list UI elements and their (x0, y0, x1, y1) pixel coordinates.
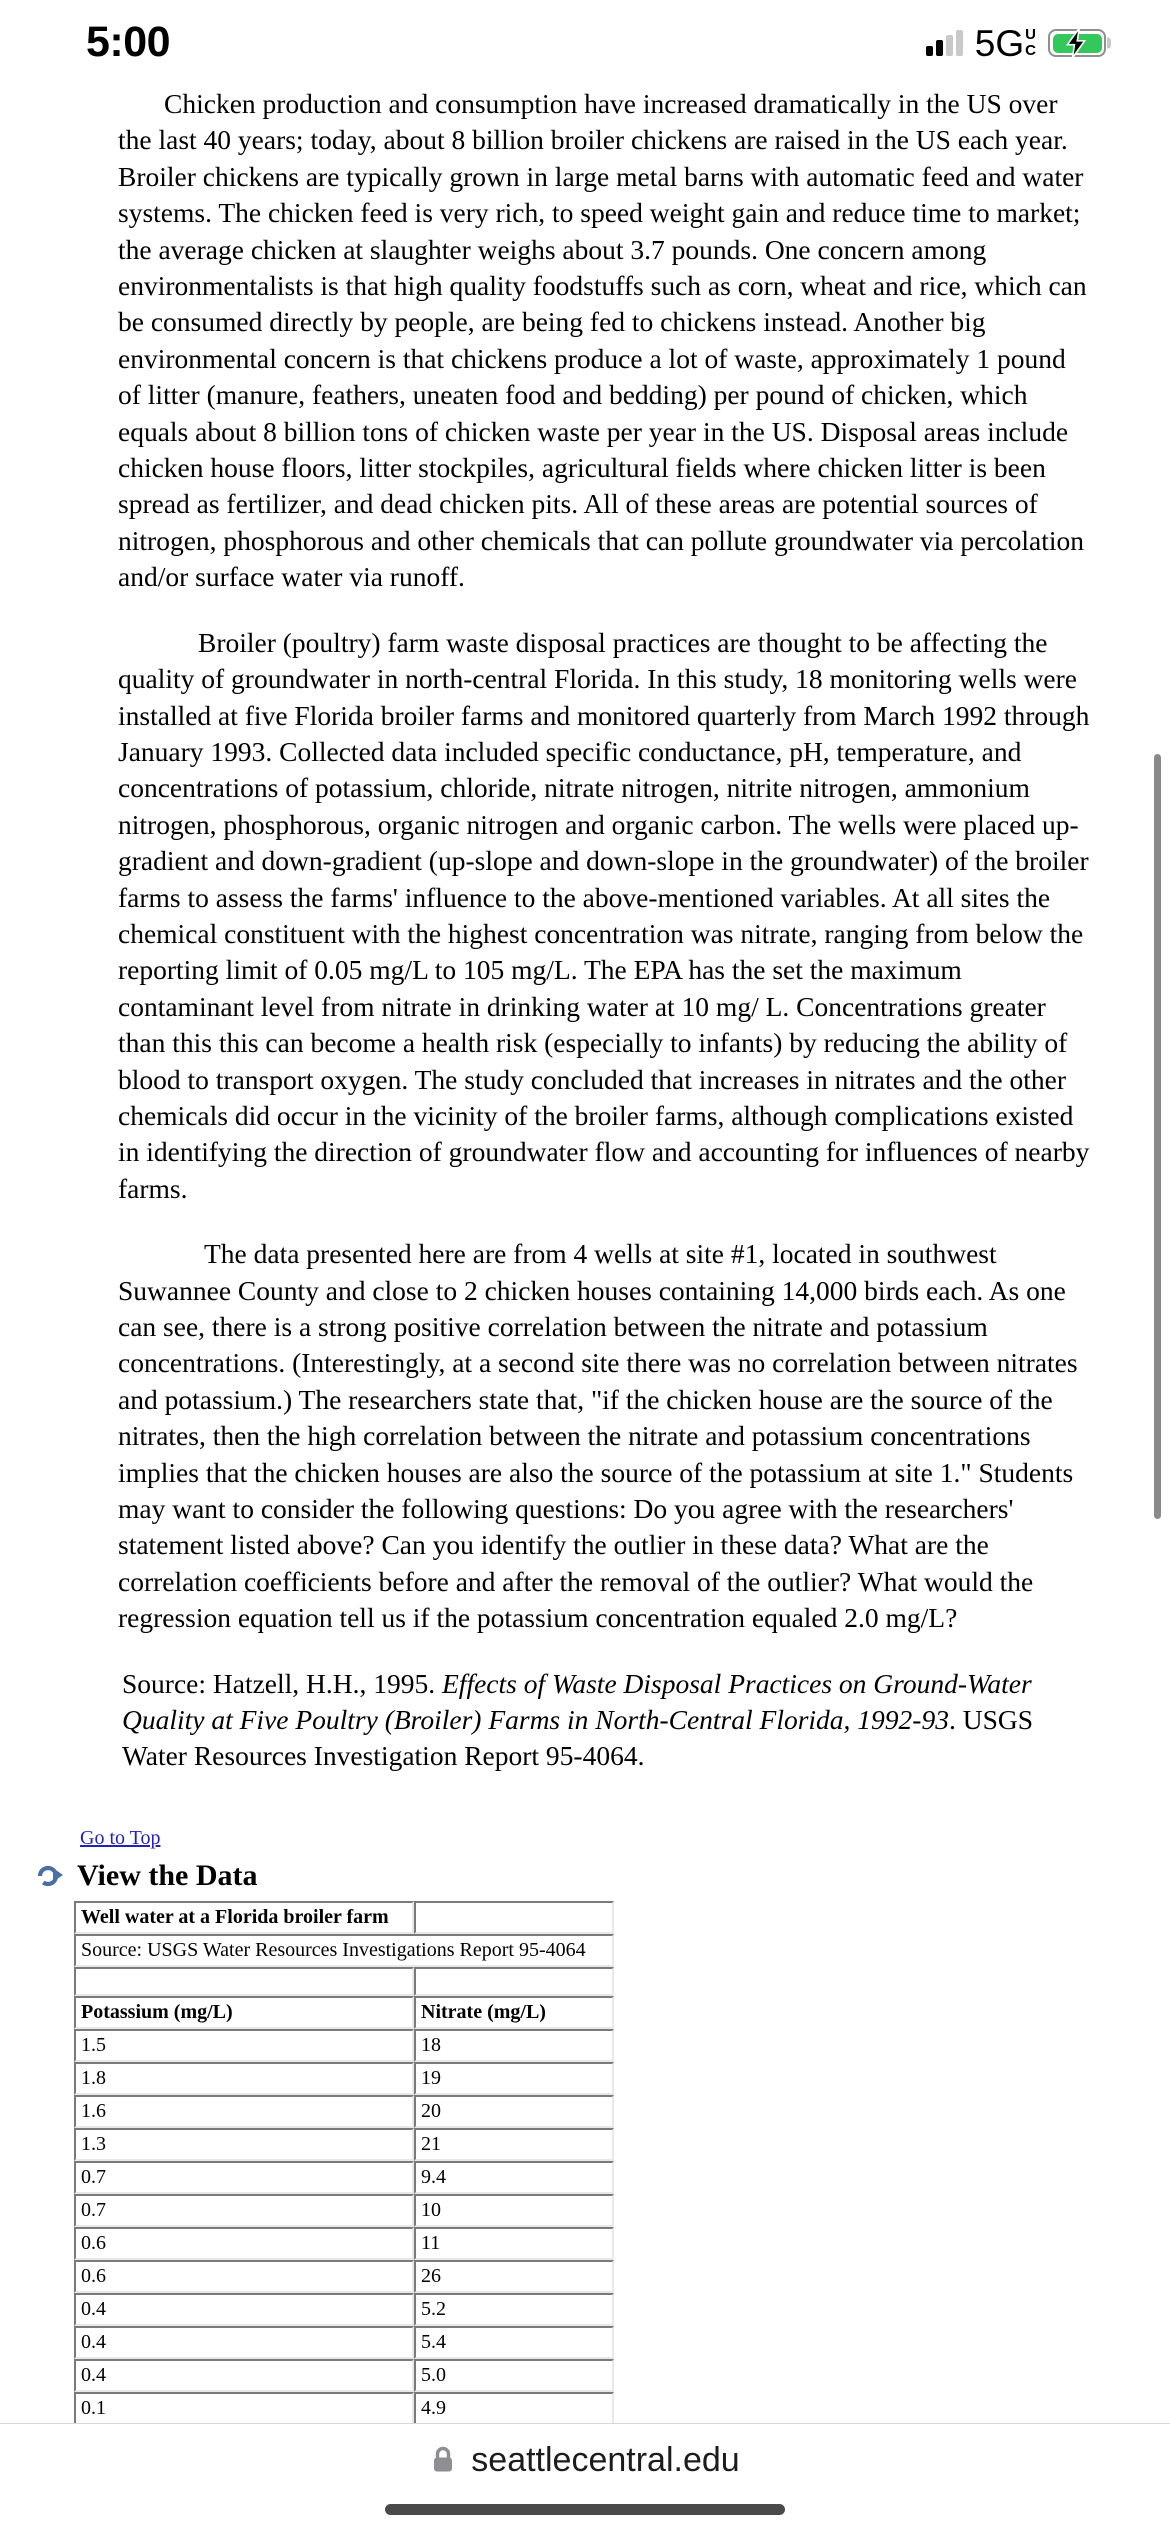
table-row-blank (74, 1967, 614, 1996)
paragraph-2: Broiler (poultry) farm waste disposal practices are thought to be affecting the quality of groundwater in north-central Florida. In this study, 18 monitoring wells were installed at five Florida broiler farms and monitored quarterly from March 1992 through January 1993. Collected data included specific conductance, pH, temperature, and concentrations of potassium, chloride, nitrate nitrogen, nitrite nitrogen, ammonium nitrogen, phosphorous, organic nitrogen and organic carbon. The wells were placed up-gradient and down-gradient (up-slope and down-slope in the groundwater) of the broiler farms to assess the farms' influence to the above-mentioned variables. At all sites the chemical constituent with the highest concentration was nitrate, ranging from below the reporting limit of 0.05 mg/L to 105 mg/L. The EPA has the set the maximum contaminant level from nitrate in drinking water at 10 mg/ L. Concentrations greater than this this can become a health risk (especially to infants) by reducing the ability of blood to transport oxygen. The study concluded that increases in nitrates and the other chemicals did occur in the vicinity of the broiler farms, although complications existed in identifying the direction of groundwater flow and accounting for influences of nearby farms. (118, 626, 1090, 1204)
source-title: Effects of Waste Disposal Practices on Ground-Water Quality at Five Poultry (Broiler) Farms in North-Central Florida, 1992-93 (122, 1667, 1032, 1736)
table-row (74, 2326, 614, 2359)
network-type-uc (1025, 27, 1036, 59)
well-water-data-table (74, 1901, 614, 2425)
source-citation (0, 1666, 1170, 1775)
cell-nitrate: 18 (414, 2029, 614, 2062)
status-bar (0, 0, 1170, 78)
cell-potassium: 1.6 (74, 2095, 414, 2128)
table-row (74, 2194, 614, 2227)
cell-potassium: 0.4 (74, 2293, 414, 2326)
status-bar-indicators (926, 22, 1106, 64)
table-row (74, 2359, 614, 2392)
status-bar-time: 5:00 (86, 17, 171, 66)
table-header-potassium: Potassium (mg/L) (74, 1996, 414, 2029)
right-arrow-circle-icon (37, 1864, 65, 1888)
cell-nitrate: 5.0 (414, 2359, 614, 2392)
cell-nitrate: 11 (414, 2227, 614, 2260)
table-row (74, 2392, 614, 2425)
table-row-source (74, 1934, 614, 1967)
cell-potassium: 1.5 (74, 2029, 414, 2062)
cell-nitrate: 20 (414, 2095, 614, 2128)
cell-nitrate: 9.4 (414, 2161, 614, 2194)
cell-nitrate: 21 (414, 2128, 614, 2161)
browser-bottom-bar (0, 2423, 1170, 2532)
table-row (74, 2062, 614, 2095)
page-scrollbar[interactable] (1154, 754, 1161, 1519)
table-caption-cell: Well water at a Florida broiler farm (74, 1901, 414, 1934)
cell-potassium: 0.7 (74, 2161, 414, 2194)
cell-nitrate: 26 (414, 2260, 614, 2293)
paragraph-1: Chicken production and consumption have increased dramatically in the US over the last 40 years; today, about 8 billion broiler chickens are raised in the US each year. Broiler chickens are typically grown in large metal barns with automatic feed and water systems. The chicken feed is very rich, to speed weight gain and reduce time to market; the average chicken at slaughter weighs about 3.7 pounds. One concern among environmentalists is that high quality foodstuffs such as corn, wheat and rice, which can be consumed directly by people, are being fed to chickens instead. Another big environmental concern is that chickens produce a lot of waste, approximately 1 pound of litter (manure, feathers, uneaten food and bedding) per pound of chicken, which equals about 8 billion tons of chicken waste per year in the US. Disposal areas include chicken house floors, litter stockpiles, agricultural fields where chicken litter is been spread as fertilizer, and dead chicken pits. All of these areas are potential sources of nitrogen, phosphorous and other chemicals that can pollute groundwater via percolation and/or surface water via runoff. (118, 88, 1087, 593)
table-row (74, 2095, 614, 2128)
go-to-top-link-upper[interactable]: Go to Top (80, 1826, 161, 1849)
table-row (74, 2260, 614, 2293)
webpage-content[interactable] (0, 78, 1170, 2423)
cell-nitrate: 19 (414, 2062, 614, 2095)
network-subscript: C (1025, 42, 1036, 59)
network-type-label (974, 22, 1036, 64)
table-header-nitrate: Nitrate (mg/L) (414, 1996, 614, 2029)
view-the-data-section-header (0, 1858, 1170, 1892)
data-table-container (0, 1901, 1170, 2425)
table-row-headers (74, 1996, 614, 2029)
cell-potassium: 0.7 (74, 2194, 414, 2227)
home-indicator[interactable] (385, 2504, 785, 2515)
table-row (74, 2128, 614, 2161)
url-bar[interactable] (430, 2443, 739, 2477)
cell-nitrate: 5.2 (414, 2293, 614, 2326)
cell-potassium: 0.6 (74, 2260, 414, 2293)
cell-nitrate: 4.9 (414, 2392, 614, 2425)
table-row-caption (74, 1901, 614, 1934)
table-row (74, 2227, 614, 2260)
cell-potassium: 1.8 (74, 2062, 414, 2095)
battery-charging-icon (1048, 29, 1106, 57)
cell-potassium: 0.4 (74, 2359, 414, 2392)
cell-potassium: 0.4 (74, 2326, 414, 2359)
charging-bolt-icon (1060, 26, 1094, 60)
table-blank-cell-right (414, 1967, 614, 1996)
go-to-top-upper-wrap (0, 1827, 1170, 1850)
table-row (74, 2293, 614, 2326)
cell-nitrate: 5.4 (414, 2326, 614, 2359)
table-caption-blank-cell (414, 1901, 614, 1934)
table-row (74, 2029, 614, 2062)
table-row (74, 2161, 614, 2194)
cell-nitrate: 10 (414, 2194, 614, 2227)
cell-potassium: 0.6 (74, 2227, 414, 2260)
table-source-cell: Source: USGS Water Resources Investigations Report 95-4064 (74, 1934, 614, 1967)
network-superscript: U (1025, 26, 1036, 44)
source-suffix: . USGS Water Resources Investigation Report 95-4064. (122, 1704, 1034, 1772)
table-blank-cell-left (74, 1967, 414, 1996)
source-prefix: Source: Hatzell, H.H., 1995. (122, 1667, 442, 1699)
network-type-text: 5G (974, 22, 1025, 64)
cell-potassium: 0.1 (74, 2392, 414, 2425)
article-body (0, 78, 1170, 1775)
cellular-signal-icon (926, 30, 963, 56)
paragraph-3: The data presented here are from 4 wells at site #1, located in southwest Suwannee County and close to 2 chicken houses containing 14,000 birds each. As one can see, there is a strong positive correlation between the nitrate and potassium concentrations. (Interestingly, at a second site there was no correlation between nitrates and potassium.) The researchers state that, "if the chicken house are the source of the nitrates, then the high correlation between the nitrate and potassium concentrations implies that the chicken houses are also the source of the potassium at site 1." Students may want to consider the following questions: Do you agree with the researchers' statement listed above? Can you identify the outlier in these data? What are the correlation coefficients before and after the removal of the outlier? What would the regression equation tell us if the potassium concentration equaled 2.0 mg/L? (118, 1238, 1078, 1634)
table-body (74, 1901, 614, 2425)
cell-potassium: 1.3 (74, 2128, 414, 2161)
url-text: seattlecentral.edu (471, 2441, 740, 2479)
view-the-data-heading: View the Data (77, 1858, 258, 1892)
lock-icon (430, 2445, 456, 2475)
